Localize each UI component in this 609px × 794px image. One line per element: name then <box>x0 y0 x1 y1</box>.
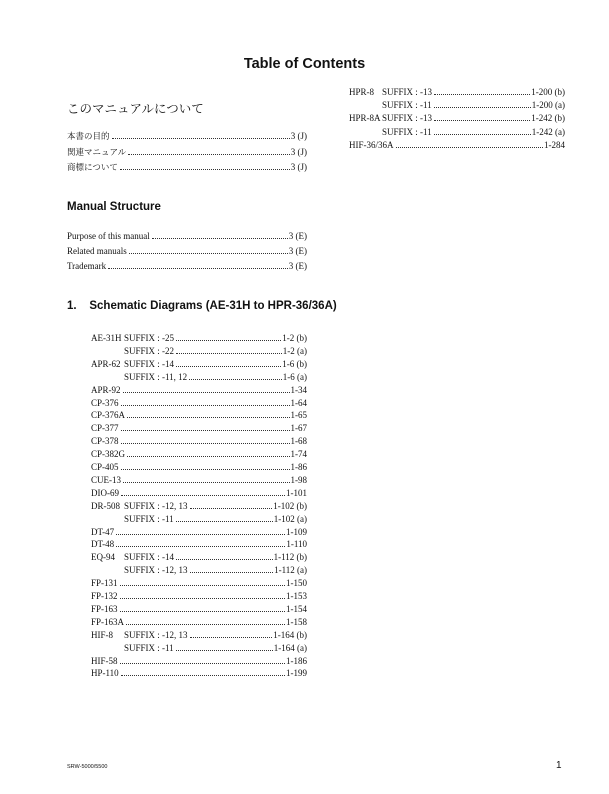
dot-leader <box>120 598 285 599</box>
dot-leader <box>176 521 273 522</box>
dot-leader <box>127 417 289 418</box>
toc-row[interactable] <box>91 642 307 655</box>
toc-row[interactable] <box>91 358 307 371</box>
board-name: EQ-94 <box>91 552 115 563</box>
toc-entry-page: 1-68 <box>290 436 307 447</box>
board-name: HIF-36/36A <box>349 139 394 150</box>
dot-leader <box>434 94 530 95</box>
board-name: FP-163 <box>91 603 118 614</box>
toc-row[interactable] <box>91 384 307 397</box>
toc-entry-page: 1-86 <box>290 462 307 472</box>
board-name: CP-405 <box>91 462 119 472</box>
dot-leader <box>121 430 290 431</box>
toc-row[interactable] <box>91 629 307 642</box>
dot-leader <box>121 405 290 406</box>
board-name: FP-163A <box>91 616 125 627</box>
board-name: CP-378 <box>91 436 119 447</box>
board-name: APR-62 <box>91 358 121 369</box>
dot-leader <box>176 353 282 354</box>
toc-row[interactable] <box>349 139 565 152</box>
suffix-label: SUFFIX : -11 <box>124 513 174 524</box>
dot-leader <box>176 366 281 367</box>
suffix-label: SUFFIX : -11 <box>382 126 432 137</box>
toc-row[interactable] <box>91 667 307 680</box>
toc-row[interactable] <box>91 526 307 539</box>
toc-row[interactable] <box>91 590 307 603</box>
toc-row[interactable] <box>91 332 307 345</box>
toc-entry-page: 1-186 <box>286 655 307 666</box>
dot-leader <box>121 495 285 496</box>
toc-entry-page: 1-109 <box>286 526 307 537</box>
dot-leader <box>176 340 281 341</box>
suffix-label: SUFFIX : -11 <box>382 100 432 111</box>
toc-row[interactable] <box>91 371 307 384</box>
dot-leader <box>396 147 544 148</box>
toc-entry-page: 1-164 (a) <box>273 642 307 653</box>
suffix-label: SUFFIX : -25 <box>124 333 175 343</box>
toc-entry-page: 1-154 <box>286 603 307 614</box>
board-name: AE-31H <box>91 333 122 343</box>
toc-entry-label: 本書の目的 <box>67 132 110 142</box>
toc-entry-page: 3 (E) <box>288 261 307 271</box>
board-name: DT-47 <box>91 526 115 537</box>
toc-entry-page: 1-158 <box>286 616 307 627</box>
board-name: CUE-13 <box>91 474 121 485</box>
dot-leader <box>434 107 531 108</box>
dot-leader <box>121 469 290 470</box>
toc-entry-page: 3 (J) <box>290 162 307 172</box>
toc-entry-page: 1-34 <box>290 384 307 395</box>
dot-leader <box>189 379 282 380</box>
toc-entry-page: 1-200 (a) <box>531 100 565 111</box>
dot-leader <box>120 663 286 664</box>
board-name: CP-382G <box>91 449 126 460</box>
toc-row[interactable] <box>349 99 565 112</box>
board-name: FP-132 <box>91 591 118 601</box>
toc-entry-page: 1-150 <box>286 578 307 589</box>
board-name: HIF-8 <box>91 629 113 640</box>
dot-leader <box>127 456 289 457</box>
toc-row[interactable] <box>91 577 307 590</box>
dot-leader <box>112 138 290 139</box>
suffix-label: SUFFIX : -13 <box>382 113 433 124</box>
toc-row[interactable] <box>91 538 307 551</box>
board-name: FP-131 <box>91 578 118 589</box>
toc-row[interactable] <box>91 513 307 526</box>
board-name: HIF-58 <box>91 655 118 666</box>
toc-entry-page: 1-199 <box>286 668 307 679</box>
toc-row[interactable] <box>67 161 307 174</box>
manual-structure-heading: Manual Structure <box>67 201 161 213</box>
toc-row[interactable] <box>91 500 307 513</box>
suffix-label: SUFFIX : -22 <box>124 345 175 356</box>
dot-leader <box>123 482 290 483</box>
board-name: HP-110 <box>91 668 119 679</box>
toc-entry-page: 1-242 (b) <box>531 113 565 124</box>
board-name: DT-48 <box>91 539 115 550</box>
toc-entry-page: 1-153 <box>286 591 307 601</box>
toc-row[interactable] <box>67 260 307 273</box>
toc-row[interactable] <box>91 616 307 629</box>
board-name: CP-377 <box>91 423 119 434</box>
suffix-label: SUFFIX : -12, 13 <box>124 500 188 511</box>
toc-row[interactable] <box>67 146 307 159</box>
board-name: HPR-8 <box>349 87 375 97</box>
jp-section-heading: このマニュアルについて <box>67 101 204 116</box>
toc-entry-page: 1-67 <box>290 423 307 434</box>
suffix-label: SUFFIX : -11, 12 <box>124 371 188 382</box>
toc-row[interactable] <box>91 564 307 577</box>
dot-leader <box>120 611 285 612</box>
dot-leader <box>121 675 285 676</box>
board-name: CP-376A <box>91 410 126 421</box>
toc-entry-page: 1-102 (a) <box>273 513 307 524</box>
toc-row[interactable] <box>91 603 307 616</box>
toc-row[interactable] <box>91 448 307 461</box>
suffix-label: SUFFIX : -13 <box>382 87 433 97</box>
dot-leader <box>190 508 273 509</box>
dot-leader <box>434 120 530 121</box>
toc-entry-page: 1-98 <box>290 474 307 485</box>
board-name: HPR-8A <box>349 113 381 124</box>
toc-entry-page: 1-2 (a) <box>282 345 307 356</box>
dot-leader <box>120 585 285 586</box>
toc-entry-page: 1-74 <box>290 449 307 460</box>
dot-leader <box>152 238 288 239</box>
dot-leader <box>176 559 273 560</box>
toc-entry-label: Related manuals <box>67 246 127 256</box>
footer-page-number: 1 <box>556 760 562 771</box>
toc-row[interactable] <box>91 345 307 358</box>
toc-entry-page: 1-102 (b) <box>273 500 307 511</box>
toc-entry-label: Trademark <box>67 261 107 271</box>
toc-entry-page: 1-284 <box>544 139 565 150</box>
footer-model: SRW-5000/5500 <box>67 764 108 770</box>
suffix-label: SUFFIX : -12, 13 <box>124 629 188 640</box>
toc-entry-label: Purpose of this manual <box>67 231 150 241</box>
toc-row[interactable] <box>91 435 307 448</box>
board-name: APR-92 <box>91 384 121 395</box>
toc-row[interactable] <box>67 245 307 258</box>
dot-leader <box>190 572 274 573</box>
board-name: CP-376 <box>91 397 119 408</box>
dot-leader <box>176 650 273 651</box>
board-name: DIO-69 <box>91 487 119 498</box>
toc-entry-page: 1-6 (b) <box>282 358 307 369</box>
dot-leader <box>190 637 273 638</box>
toc-row[interactable] <box>67 130 307 143</box>
toc-entry-label: 商標について <box>67 163 118 173</box>
toc-entry-page: 1-65 <box>290 410 307 421</box>
toc-row[interactable] <box>349 112 565 125</box>
toc-row[interactable] <box>91 655 307 668</box>
section1-heading: 1. Schematic Diagrams (AE-31H to HPR-36/36A) <box>67 300 337 312</box>
suffix-label: SUFFIX : -14 <box>124 552 175 563</box>
dot-leader <box>121 443 290 444</box>
toc-entry-label: 関連マニュアル <box>67 147 127 158</box>
toc-entry-page: 1-64 <box>290 397 307 408</box>
suffix-label: SUFFIX : -14 <box>124 358 175 369</box>
toc-entry-page: 1-2 (b) <box>282 333 307 343</box>
toc-entry-page: 3 (J) <box>290 146 307 157</box>
suffix-label: SUFFIX : -12, 13 <box>124 565 188 576</box>
dot-leader <box>120 169 290 170</box>
toc-row[interactable] <box>91 461 307 474</box>
toc-entry-page: 3 (E) <box>288 231 307 241</box>
toc-row[interactable] <box>91 487 307 500</box>
toc-row[interactable] <box>67 230 307 243</box>
dot-leader <box>116 546 285 547</box>
board-name: DR-508 <box>91 500 120 511</box>
toc-entry-page: 3 (J) <box>290 131 307 141</box>
toc-entry-page: 3 (E) <box>288 246 307 256</box>
dot-leader <box>108 268 288 269</box>
page-title: Table of Contents <box>243 56 366 72</box>
dot-leader <box>123 392 290 393</box>
toc-entry-page: 1-164 (b) <box>273 629 307 640</box>
toc-row[interactable] <box>349 126 565 139</box>
toc-entry-page: 1-110 <box>286 539 307 550</box>
toc-row[interactable] <box>91 551 307 564</box>
dot-leader <box>129 253 288 254</box>
toc-row[interactable] <box>91 422 307 435</box>
toc-row[interactable] <box>349 86 565 99</box>
toc-entry-page: 1-112 (b) <box>273 552 307 563</box>
toc-row[interactable] <box>91 397 307 410</box>
toc-entry-page: 1-6 (a) <box>282 371 307 382</box>
dot-leader <box>434 134 531 135</box>
toc-entry-page: 1-101 <box>286 487 307 498</box>
toc-row[interactable] <box>91 474 307 487</box>
toc-entry-page: 1-200 (b) <box>531 87 565 97</box>
toc-entry-page: 1-242 (a) <box>531 126 565 137</box>
toc-entry-page: 1-112 (a) <box>274 565 307 576</box>
suffix-label: SUFFIX : -11 <box>124 642 174 653</box>
dot-leader <box>128 154 290 155</box>
toc-row[interactable] <box>91 409 307 422</box>
dot-leader <box>116 534 285 535</box>
dot-leader <box>126 624 285 625</box>
